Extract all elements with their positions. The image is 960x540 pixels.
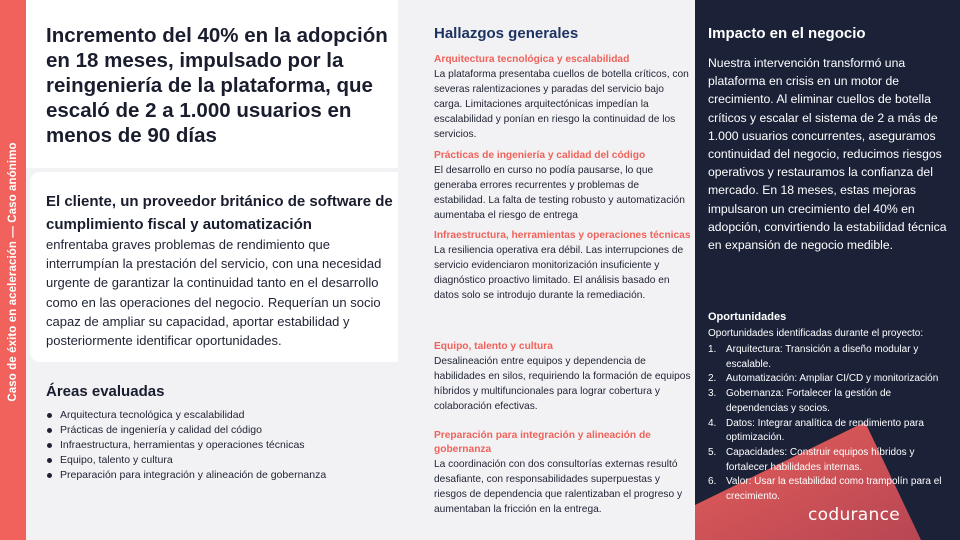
side-strip-label: Caso de éxito en aceleración — Caso anónimo	[7, 142, 19, 402]
client-card	[30, 172, 414, 362]
client-description: enfrentaba graves problemas de rendimiento que interrumpían la prestación del servicio, con una necesidad urgente de garantizar la continuidad tanto en el desarrollo como en las operaciones del negocio. Requerían un socio capaz de ampliar su capacidad, aportar estabilidad y posteriormente identificar oportunidades.	[46, 237, 382, 349]
list-item	[708, 372, 953, 387]
findings-column	[398, 0, 695, 540]
findings-title: Hallazgos generales	[434, 25, 579, 42]
list-item: Infraestructura, herramientas y operaciones técnicas	[46, 438, 376, 453]
finding-body: La plataforma presentaba cuellos de botella críticos, con severas ralentizaciones y paradas del servicio bajo carga. Limitaciones arquitectónicas impedían la escalabilidad y ponían en riesgo la continuidad de los servicios.	[434, 69, 689, 140]
list-item: Prácticas de ingeniería y calidad del código	[46, 423, 376, 438]
list-item: Preparación para integración y alineación de gobernanza	[46, 468, 376, 483]
list-item	[708, 417, 953, 446]
impact-column	[695, 0, 960, 540]
left-column	[26, 0, 398, 540]
side-strip	[0, 0, 26, 540]
finding-architecture	[434, 53, 692, 142]
list-item	[708, 446, 953, 475]
list-item: Equipo, talento y cultura	[46, 453, 376, 468]
list-number: 2.	[708, 373, 717, 385]
list-text: Arquitectura: Transición a diseño modular y escalable.	[726, 344, 919, 370]
opportunities-intro: Oportunidades identificadas durante el proyecto:	[708, 328, 924, 339]
list-number: 4.	[708, 417, 717, 429]
finding-heading: Prácticas de ingeniería y calidad del código	[434, 150, 646, 161]
list-item: Arquitectura tecnológica y escalabilidad	[46, 408, 376, 423]
finding-heading: Equipo, talento y cultura	[434, 341, 553, 352]
list-number: 6.	[708, 476, 717, 488]
areas-list	[46, 408, 376, 483]
finding-engineering	[434, 149, 692, 223]
finding-body: Desalineación entre equipos y dependencia de habilidades en silos, requiriendo la formación de equipos híbridos y multifuncionales para lograr cobertura y colaboración efectivas.	[434, 356, 691, 412]
finding-governance	[434, 429, 692, 517]
finding-team	[434, 340, 692, 414]
list-number: 1.	[708, 344, 717, 355]
list-item	[708, 475, 953, 504]
finding-infrastructure	[434, 229, 692, 303]
headline-panel	[26, 0, 398, 168]
finding-body: La coordinación con dos consultorías externas resultó desafiante, con responsabilidades superpuestas y riesgos de dependencia que ralentizaban el progreso y aumentaban la fricción en la entrega.	[434, 459, 683, 515]
impact-title: Impacto en el negocio	[708, 25, 866, 42]
client-title: El cliente, un proveedor británico de software de cumplimiento fiscal y automatización	[46, 193, 393, 233]
impact-body: Nuestra intervención transformó una plataforma en crisis en un motor de crecimiento. Al eliminar cuellos de botella críticos y escalar el sistema de 2 a más de 1.000 usuarios concurrentes, aseguramos continuidad del negocio, reducimos riesgos operativos y restauramos la confianza del mercado. En 18 meses, estas mejoras impulsaron un crecimiento del 40% en adopción, convirtiendo la estabilidad técnica en expansión de negocio medible.	[708, 56, 947, 253]
list-text: Automatización: Ampliar CI/CD y monitorización	[726, 373, 939, 385]
finding-heading: Arquitectura tecnológica y escalabilidad	[434, 54, 630, 65]
list-text: Gobernanza: Fortalecer la gestión de dependencias y socios.	[726, 388, 892, 414]
page-title: Incremento del 40% en la adopción en 18 meses, impulsado por la reingeniería de la plataforma, que escaló de 2 a 1.000 usuarios en menos de 90 días	[46, 24, 388, 147]
finding-heading: Preparación para integración y alineación de gobernanza	[434, 430, 651, 455]
logo-text: codurance	[808, 505, 900, 525]
list-text: Valor: Usar la estabilidad como trampolín para el crecimiento.	[726, 476, 942, 503]
list-text: Capacidades: Construir equipos híbridos y fortalecer habilidades internas.	[726, 446, 915, 473]
finding-body: La resiliencia operativa era débil. Las interrupciones de servicio evidenciaron monitorización insuficiente y diagnóstico proactivo limitado. El análisis basado en datos solo se introdujo durante la remediación.	[434, 245, 684, 301]
areas-title: Áreas evaluadas	[46, 383, 165, 400]
codurance-logo	[808, 505, 900, 525]
finding-heading: Infraestructura, herramientas y operaciones técnicas	[434, 230, 691, 241]
list-number: 3.	[708, 388, 717, 400]
list-number: 5.	[708, 446, 717, 458]
opportunities-list	[708, 343, 953, 505]
opportunities-title: Oportunidades	[708, 311, 787, 323]
list-item	[708, 343, 953, 372]
list-item	[708, 387, 953, 416]
finding-body: El desarrollo en curso no podía pausarse, lo que generaba errores recurrentes y problemas de estabilidad. La falta de testing robusto y automatización aumentaba el riesgo de entrega	[434, 165, 685, 221]
list-text: Datos: Integrar analítica de rendimiento para optimización.	[726, 417, 924, 444]
